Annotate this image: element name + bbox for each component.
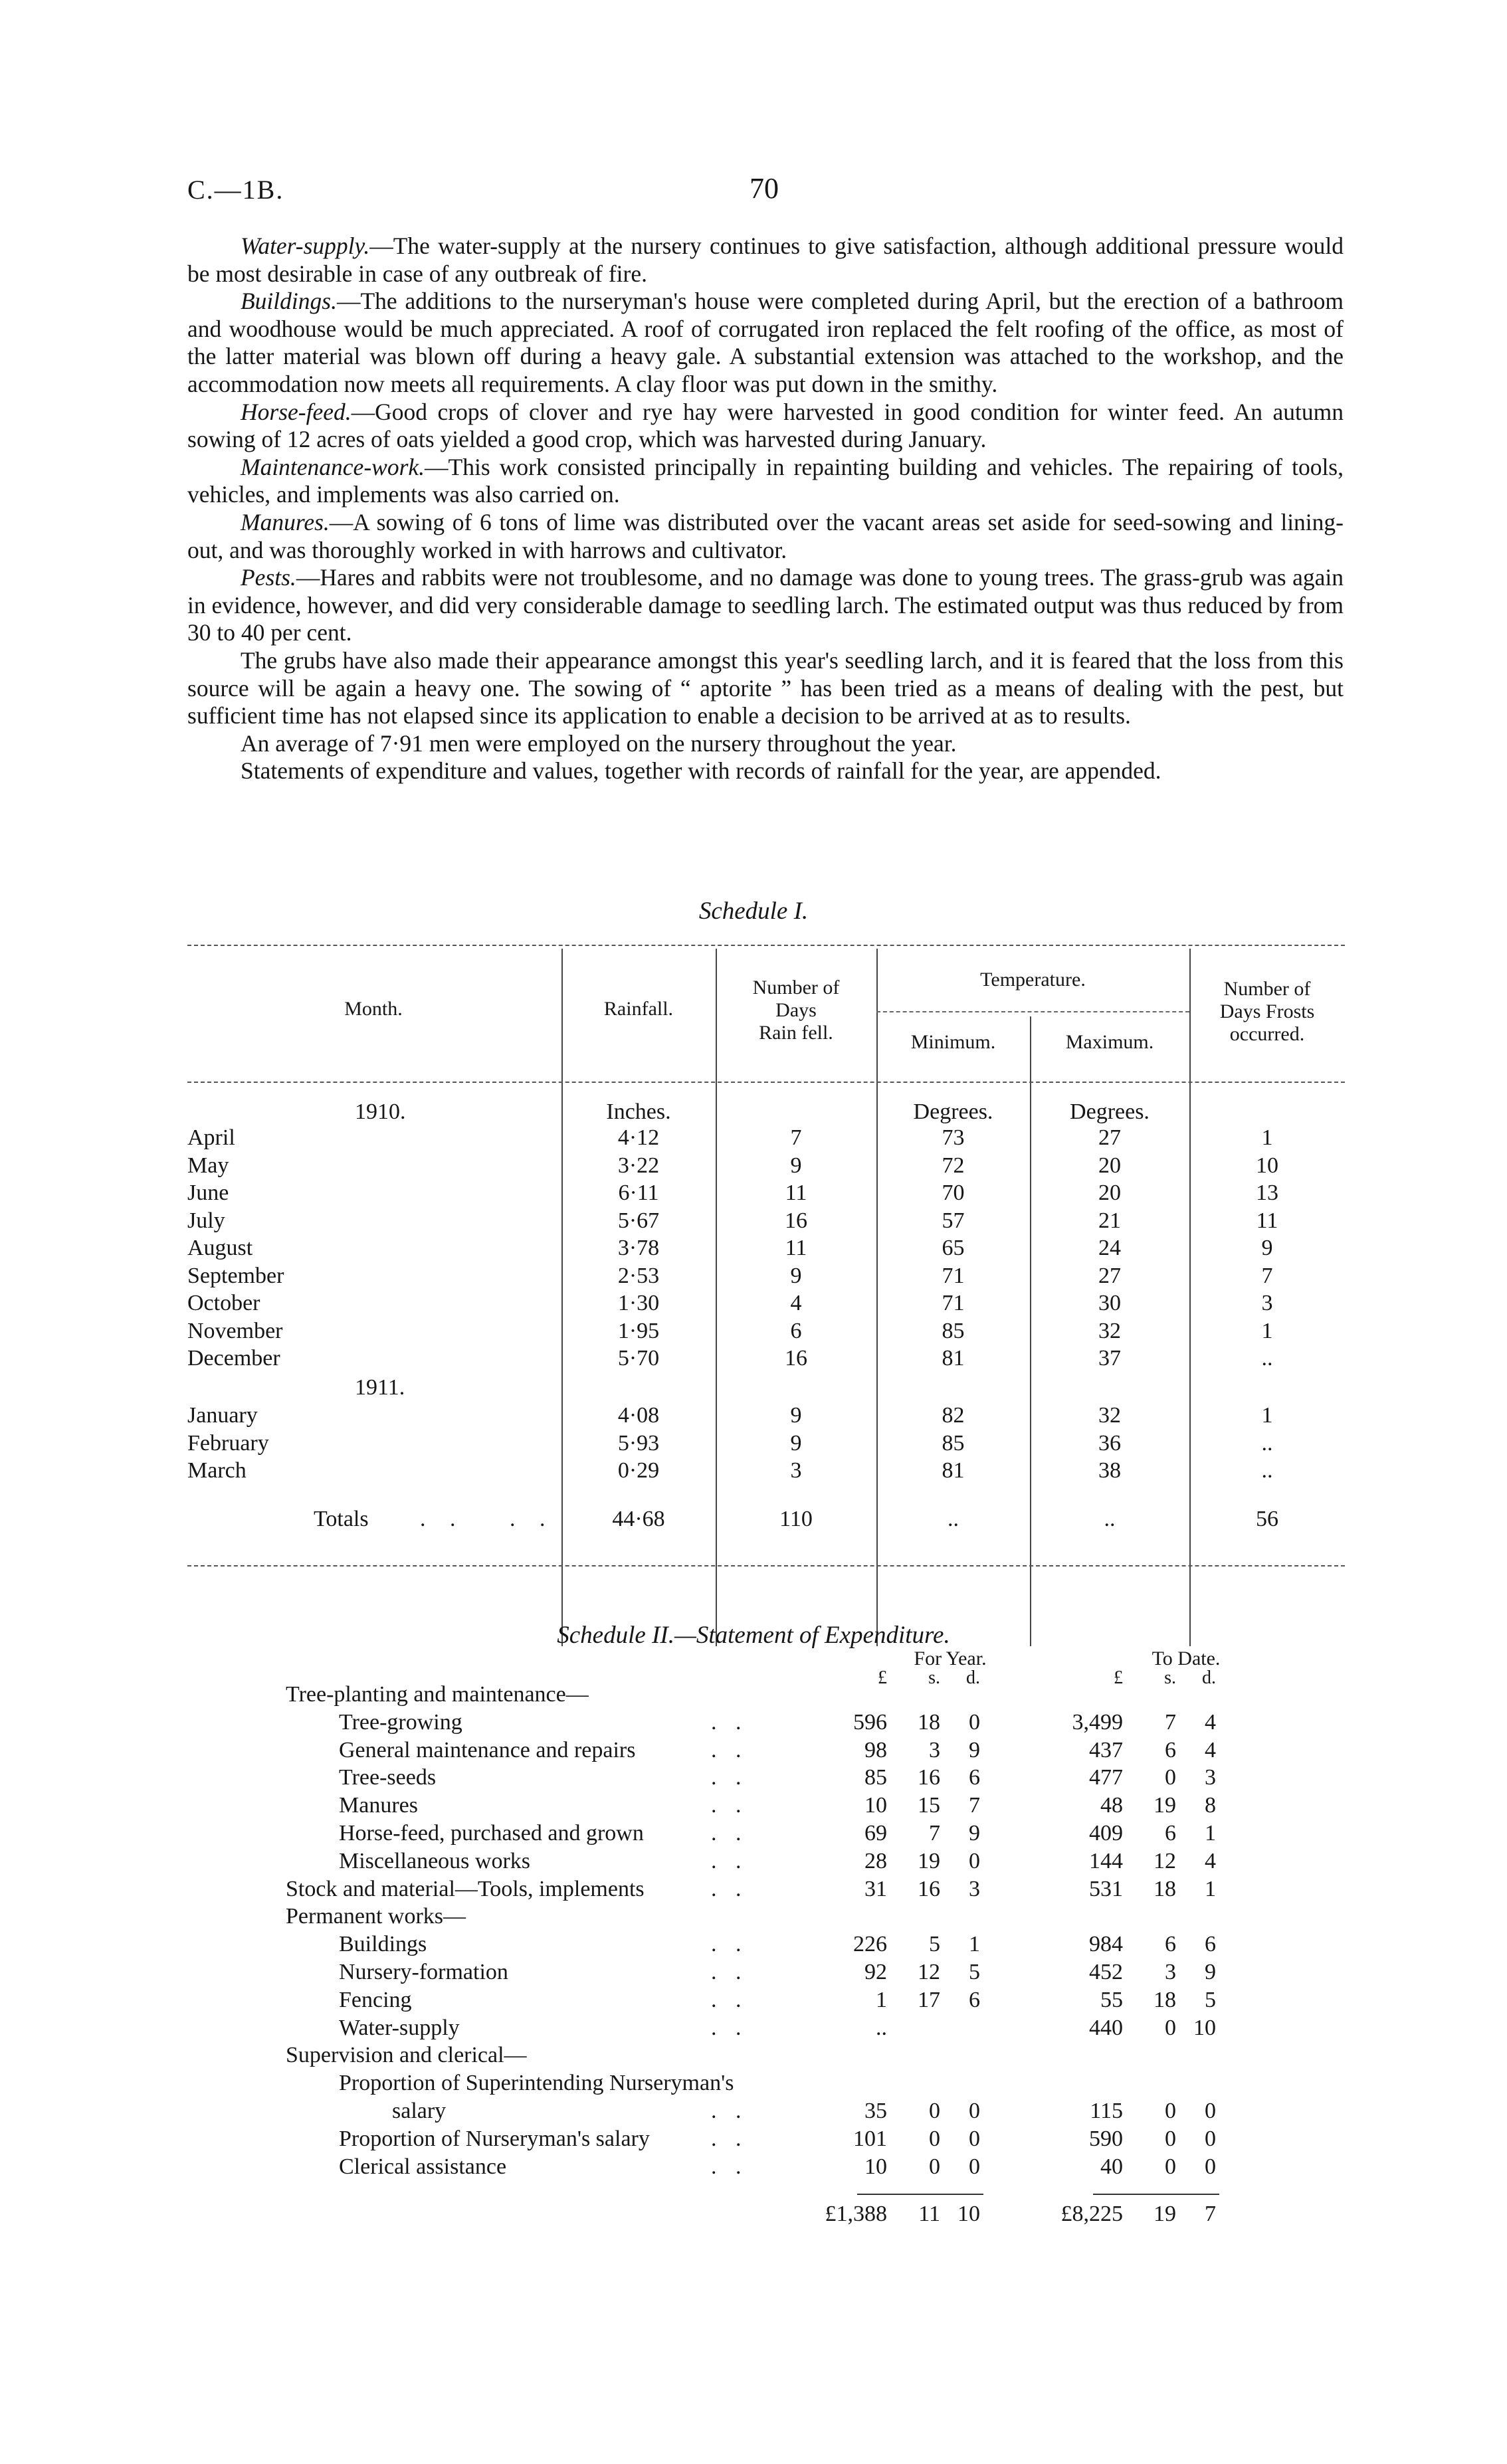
frosts-cell: 11	[1256, 1208, 1278, 1233]
amount-fy-d: 3	[969, 1876, 980, 1901]
amount-fy-s: 12	[918, 1960, 940, 1984]
amount-fy-s: 3	[929, 1737, 940, 1762]
table-top-rule	[187, 945, 1345, 946]
amount-td-s: 7	[1165, 1709, 1176, 1735]
totals-frosts: 56	[1256, 1507, 1278, 1531]
amount-fy-s: 18	[918, 1709, 940, 1735]
amount-fy-s: 7	[929, 1821, 940, 1846]
maximum-cell: 30	[1098, 1291, 1121, 1315]
header-month: Month.	[344, 998, 403, 1020]
expenditure-label: Miscellaneous works	[339, 1848, 531, 1873]
rain-days-cell: 16	[785, 1346, 807, 1371]
rain-days-cell: 9	[790, 1430, 802, 1456]
minimum-cell: 81	[942, 1458, 965, 1483]
paragraph	[187, 288, 1344, 398]
total-rule	[857, 2194, 983, 2195]
paragraph	[187, 399, 1344, 454]
amount-fy-s: 0	[929, 2154, 940, 2179]
paragraph-lead: Horse-feed.	[241, 398, 352, 425]
month-cell: October	[187, 1291, 260, 1315]
rainfall-cell: 3·78	[617, 1236, 660, 1260]
frosts-cell: 1	[1261, 1125, 1273, 1150]
leader-dots: . .	[711, 1932, 748, 1957]
amount-td-l: 452	[1089, 1960, 1123, 1984]
leader-dots: . .	[711, 2126, 748, 2151]
month-cell: November	[187, 1318, 283, 1343]
minimum-cell: 71	[942, 1263, 965, 1288]
schedule-2-title: Schedule II.—Statement of Expenditure.	[557, 1622, 950, 1649]
rain-days-cell: 7	[790, 1125, 802, 1150]
header-rainfall: Rainfall.	[603, 998, 674, 1020]
header-temperature: Temperature.	[980, 969, 1086, 991]
amount-td-s: 6	[1165, 1737, 1176, 1762]
amount-td-d: 5	[1205, 1987, 1216, 2012]
amount-td-l: 115	[1090, 2099, 1123, 2123]
month-cell: May	[187, 1153, 229, 1178]
rain-days-cell: 11	[785, 1236, 807, 1260]
amount-fy-s: 16	[918, 1765, 940, 1790]
frosts-cell: 13	[1256, 1181, 1278, 1205]
unit-degrees-min: Degrees.	[913, 1099, 993, 1124]
maximum-cell: 20	[1098, 1153, 1121, 1178]
amount-fy-d: 0	[969, 2154, 980, 2179]
expenditure-label: Horse-feed, purchased and grown	[339, 1821, 644, 1846]
amount-fy-l: 85	[864, 1765, 887, 1790]
paragraph-lead: Buildings.	[241, 288, 337, 315]
maximum-cell: 27	[1098, 1263, 1121, 1288]
shillings-heading: s.	[1164, 1667, 1176, 1688]
rain-days-cell: 9	[790, 1263, 802, 1288]
paragraph	[187, 730, 1344, 758]
paragraph-lead: Manures.	[241, 508, 330, 535]
expenditure-label: Clerical assistance	[339, 2154, 507, 2179]
amount-td-s: 0	[1165, 2099, 1176, 2123]
header-days-line1: Number of	[752, 977, 840, 998]
frosts-cell: ..	[1261, 1458, 1273, 1483]
header-days-line3: Rain fell.	[759, 1022, 833, 1044]
amount-td-l: 48	[1100, 1793, 1123, 1818]
rainfall-cell: 3·22	[617, 1153, 660, 1178]
amount-td-s: 12	[1154, 1848, 1176, 1873]
frosts-cell: 7	[1261, 1263, 1273, 1288]
amount-fy-l: 35	[864, 2099, 887, 2123]
amount-fy-d: 1	[969, 1932, 980, 1957]
amount-td-d: 9	[1205, 1960, 1216, 1984]
total-fy-d: 10	[957, 2202, 980, 2227]
month-cell: March	[187, 1458, 247, 1483]
rainfall-cell: 5·70	[617, 1346, 660, 1371]
header-frosts-line3: occurred.	[1229, 1023, 1305, 1045]
amount-fy-d: 0	[969, 1709, 980, 1735]
amount-fy-l: ..	[876, 2015, 887, 2040]
paragraph-lead: Maintenance-work.	[241, 453, 425, 480]
expenditure-label: Permanent works—	[286, 1904, 466, 1929]
pounds-heading: £	[1114, 1667, 1123, 1688]
maximum-cell: 27	[1098, 1125, 1121, 1150]
paragraph-text: —Hares and rabbits were not troublesome, and no damage was done to young trees. The grass-grub was again in evidence, however, and did very considerable damage to seedling larch. The estimated output was thus reduced by from 30 to 40 per cent.	[187, 564, 1344, 646]
header-frosts-line2: Days Frosts	[1219, 1000, 1315, 1022]
pence-heading: d.	[966, 1667, 980, 1688]
paragraph-lead: Pests.	[241, 564, 296, 591]
month-cell: July	[187, 1208, 225, 1233]
page-number: 70	[750, 172, 779, 205]
month-cell: February	[187, 1430, 269, 1456]
amount-fy-s: 16	[918, 1876, 940, 1901]
frosts-cell: 1	[1261, 1403, 1273, 1428]
paragraph-lead: Water-supply.	[241, 233, 370, 259]
rain-days-cell: 16	[785, 1208, 807, 1233]
month-cell: September	[187, 1263, 284, 1288]
expenditure-label: Water-supply	[339, 2015, 460, 2040]
amount-td-l: 40	[1100, 2154, 1123, 2179]
minimum-cell: 82	[942, 1403, 965, 1428]
amount-td-d: 10	[1193, 2015, 1216, 2040]
maximum-cell: 38	[1098, 1458, 1121, 1483]
minimum-cell: 71	[942, 1291, 965, 1315]
amount-fy-d: 0	[969, 1848, 980, 1873]
leader-dots: . .	[711, 1848, 748, 1873]
amount-td-s: 0	[1165, 2015, 1176, 2040]
amount-fy-l: 596	[853, 1709, 887, 1735]
expenditure-label: Tree-growing	[339, 1709, 462, 1735]
maximum-cell: 21	[1098, 1208, 1121, 1233]
report-reference: C.—1B.	[187, 175, 284, 205]
total-rule	[1093, 2194, 1219, 2195]
rain-days-cell: 4	[790, 1291, 802, 1315]
amount-td-s: 3	[1165, 1960, 1176, 1984]
paragraph-text: —The additions to the nurseryman's house were completed during April, but the erection of a bathroom and woodhouse would be much appreciated. A roof of corrugated iron replaced the felt roofing of the office, as most of the latter material was blown off during a heavy gale. A substantial extension was attached to the workshop, and the accommodation now meets all requirements. A clay floor was put down in the smithy.	[187, 288, 1344, 397]
amount-td-s: 6	[1165, 1821, 1176, 1846]
minimum-cell: 72	[942, 1153, 965, 1178]
total-fy-s: 11	[918, 2202, 940, 2227]
amount-td-d: 0	[1205, 2154, 1216, 2179]
leader-dots: . . . .	[420, 1507, 555, 1531]
paragraph	[187, 757, 1344, 785]
amount-fy-l: 101	[853, 2126, 887, 2151]
leader-dots: . .	[711, 1793, 748, 1818]
minimum-cell: 57	[942, 1208, 965, 1233]
amount-fy-s: 15	[918, 1793, 940, 1818]
paragraph	[187, 509, 1344, 564]
rainfall-cell: 1·95	[617, 1318, 660, 1343]
amount-fy-d: 5	[969, 1960, 980, 1984]
frosts-cell: 1	[1261, 1318, 1273, 1343]
totals-days: 110	[779, 1507, 813, 1531]
amount-fy-s: 19	[918, 1848, 940, 1873]
amount-fy-d: 0	[969, 2099, 980, 2123]
amount-fy-d: 0	[969, 2126, 980, 2151]
leader-dots: . .	[711, 1960, 748, 1984]
schedule-1-title: Schedule I.	[698, 898, 809, 925]
totals-minimum: ..	[948, 1507, 959, 1531]
rainfall-cell: 5·67	[617, 1208, 660, 1233]
amount-fy-l: 10	[864, 1793, 887, 1818]
amount-td-s: 19	[1154, 1793, 1176, 1818]
amount-fy-l: 98	[864, 1737, 887, 1762]
maximum-cell: 36	[1098, 1430, 1121, 1456]
paragraph-text: An average of 7·91 men were employed on the nursery throughout the year.	[241, 729, 957, 757]
amount-td-l: 440	[1089, 2015, 1123, 2040]
amount-fy-d: 7	[969, 1793, 980, 1818]
leader-dots: . .	[711, 2099, 748, 2123]
amount-td-d: 3	[1205, 1765, 1216, 1790]
rainfall-cell: 4·08	[617, 1403, 660, 1428]
amount-fy-l: 1	[876, 1987, 887, 2012]
amount-fy-d: 6	[969, 1765, 980, 1790]
expenditure-label: General maintenance and repairs	[339, 1737, 636, 1762]
amount-td-l: 477	[1089, 1765, 1123, 1790]
temperature-subrule	[876, 1011, 1189, 1012]
amount-td-l: 3,499	[1072, 1709, 1123, 1735]
year-1911: 1911.	[355, 1375, 405, 1400]
frosts-cell: ..	[1261, 1346, 1273, 1371]
body-text	[187, 233, 1344, 785]
minimum-cell: 65	[942, 1236, 965, 1260]
amount-td-l: 437	[1089, 1737, 1123, 1762]
expenditure-label: Manures	[339, 1793, 418, 1818]
pence-heading: d.	[1202, 1667, 1216, 1688]
rainfall-cell: 0·29	[617, 1458, 660, 1483]
amount-td-d: 1	[1205, 1876, 1216, 1901]
amount-td-s: 0	[1165, 2154, 1176, 2179]
expenditure-label: Tree-seeds	[339, 1765, 437, 1790]
amount-td-d: 0	[1205, 2099, 1216, 2123]
maximum-cell: 20	[1098, 1181, 1121, 1205]
leader-dots: . .	[711, 1737, 748, 1762]
frosts-cell: 9	[1261, 1236, 1273, 1260]
paragraph-text: —This work consisted principally in repainting building and vehicles. The repairing of tools, vehicles, and implements was also carried on.	[187, 453, 1344, 508]
rainfall-cell: 6·11	[618, 1181, 659, 1205]
amount-fy-s: 5	[929, 1932, 940, 1957]
amount-fy-l: 226	[853, 1932, 887, 1957]
expenditure-label: Fencing	[339, 1987, 412, 2012]
expenditure-label: Tree-planting and maintenance—	[286, 1682, 589, 1707]
totals-maximum: ..	[1104, 1507, 1116, 1531]
expenditure-label: Stock and material—Tools, implements	[286, 1876, 645, 1901]
month-cell: June	[187, 1181, 229, 1205]
month-cell: August	[187, 1236, 253, 1260]
leader-dots: . .	[711, 2015, 748, 2040]
amount-td-l: 531	[1089, 1876, 1123, 1901]
amount-fy-l: 92	[864, 1960, 887, 1984]
leader-dots: . .	[711, 2154, 748, 2179]
amount-td-s: 6	[1165, 1932, 1176, 1957]
amount-fy-s: 0	[929, 2099, 940, 2123]
total-td-l: £8,225	[1060, 2202, 1123, 2227]
leader-dots: . .	[711, 1821, 748, 1846]
expenditure-label: Nursery-formation	[339, 1960, 508, 1984]
total-td-d: 7	[1205, 2202, 1216, 2227]
total-td-s: 19	[1154, 2202, 1176, 2227]
paragraph	[187, 647, 1344, 730]
paragraph-text: —The water-supply at the nursery continues to give satisfaction, although additional pressure would be most desirable in case of any outbreak of fire.	[187, 233, 1344, 287]
paragraph	[187, 564, 1344, 647]
rainfall-cell: 1·30	[617, 1291, 660, 1315]
paragraph-text: The grubs have also made their appearance amongst this year's seedling larch, and it is feared that the loss from this source will be again a heavy one. The sowing of “ aptorite ” has been tried as a means of dealing with the pest, but sufficient time has not elapsed since its application to enable a decision to be arrived at as to results.	[187, 646, 1344, 729]
header-bottom-rule	[187, 1082, 1345, 1083]
rainfall-cell: 5·93	[617, 1430, 660, 1456]
leader-dots: . .	[711, 1876, 748, 1901]
amount-td-d: 6	[1205, 1932, 1216, 1957]
frosts-cell: ..	[1261, 1430, 1273, 1456]
amount-td-l: 590	[1089, 2126, 1123, 2151]
expenditure-label: Buildings	[339, 1932, 427, 1957]
maximum-cell: 32	[1098, 1403, 1121, 1428]
amount-td-d: 4	[1205, 1737, 1216, 1762]
minimum-cell: 85	[942, 1318, 965, 1343]
rain-days-cell: 3	[790, 1458, 802, 1483]
month-cell: December	[187, 1346, 280, 1371]
paragraph-text: Statements of expenditure and values, together with records of rainfall for the year, are appended.	[241, 757, 1161, 785]
rain-days-cell: 6	[790, 1318, 802, 1343]
pounds-heading: £	[878, 1667, 887, 1688]
expenditure-label: Proportion of Superintending Nurseryman's	[339, 2071, 734, 2096]
amount-td-d: 8	[1205, 1793, 1216, 1818]
rain-days-cell: 11	[785, 1181, 807, 1205]
amount-fy-s: 0	[929, 2126, 940, 2151]
leader-dots: . .	[711, 1987, 748, 2012]
maximum-cell: 37	[1098, 1346, 1121, 1371]
expenditure-label: Supervision and clerical—	[286, 2043, 527, 2068]
amount-td-s: 0	[1165, 1765, 1176, 1790]
header-frosts-line1: Number of	[1223, 978, 1311, 1000]
rainfall-cell: 4·12	[617, 1125, 660, 1150]
shillings-heading: s.	[928, 1667, 940, 1688]
amount-td-l: 144	[1089, 1848, 1123, 1873]
minimum-cell: 73	[942, 1125, 965, 1150]
amount-fy-d: 9	[969, 1737, 980, 1762]
header-days-line2: Days	[775, 999, 817, 1021]
year-1910: 1910.	[355, 1099, 406, 1124]
table-bottom-rule	[187, 1565, 1345, 1566]
leader-dots: . .	[711, 1765, 748, 1790]
amount-fy-s: 17	[918, 1987, 940, 2012]
to-date-heading: To Date.	[1152, 1648, 1221, 1669]
amount-fy-l: 31	[864, 1876, 887, 1901]
minimum-cell: 81	[942, 1346, 965, 1371]
amount-fy-l: 28	[864, 1848, 887, 1873]
amount-td-s: 0	[1165, 2126, 1176, 2151]
minimum-cell: 70	[942, 1181, 965, 1205]
frosts-cell: 3	[1261, 1291, 1273, 1315]
header-minimum: Minimum.	[910, 1031, 996, 1053]
leader-dots: . .	[711, 1709, 748, 1735]
amount-fy-l: 69	[864, 1821, 887, 1846]
amount-td-l: 55	[1100, 1987, 1123, 2012]
header-maximum: Maximum.	[1065, 1031, 1154, 1053]
maximum-cell: 32	[1098, 1318, 1121, 1343]
unit-degrees-max: Degrees.	[1070, 1099, 1150, 1124]
minimum-cell: 85	[942, 1430, 965, 1456]
amount-fy-d: 6	[969, 1987, 980, 2012]
unit-inches: Inches.	[606, 1099, 671, 1124]
month-cell: April	[187, 1125, 235, 1150]
paragraph	[187, 454, 1344, 509]
amount-td-d: 4	[1205, 1848, 1216, 1873]
amount-td-s: 18	[1154, 1987, 1176, 2012]
totals-rainfall: 44·68	[612, 1507, 665, 1531]
month-cell: January	[187, 1403, 258, 1428]
totals-label: Totals	[314, 1507, 369, 1531]
amount-td-s: 18	[1154, 1876, 1176, 1901]
amount-td-d: 4	[1205, 1709, 1216, 1735]
frosts-cell: 10	[1256, 1153, 1278, 1178]
amount-td-d: 1	[1205, 1821, 1216, 1846]
expenditure-label: Proportion of Nurseryman's salary	[339, 2126, 650, 2151]
for-year-heading: For Year.	[914, 1648, 987, 1669]
rainfall-cell: 2·53	[617, 1263, 660, 1288]
amount-td-l: 409	[1089, 1821, 1123, 1846]
amount-fy-l: 10	[864, 2154, 887, 2179]
paragraph-text: —Good crops of clover and rye hay were harvested in good condition for winter feed. An autumn sowing of 12 acres of oats yielded a good crop, which was harvested during January.	[187, 398, 1344, 453]
rain-days-cell: 9	[790, 1153, 802, 1178]
paragraph	[187, 233, 1344, 288]
rain-days-cell: 9	[790, 1403, 802, 1428]
amount-td-d: 0	[1205, 2126, 1216, 2151]
total-fy-l: £1,388	[825, 2202, 887, 2227]
amount-fy-d: 9	[969, 1821, 980, 1846]
amount-td-l: 984	[1089, 1932, 1123, 1957]
maximum-cell: 24	[1098, 1236, 1121, 1260]
expenditure-label: salary	[392, 2099, 447, 2123]
paragraph-text: —A sowing of 6 tons of lime was distributed over the vacant areas set aside for seed-sowing and lining-out, and was thoroughly worked in with harrows and cultivator.	[187, 508, 1344, 563]
